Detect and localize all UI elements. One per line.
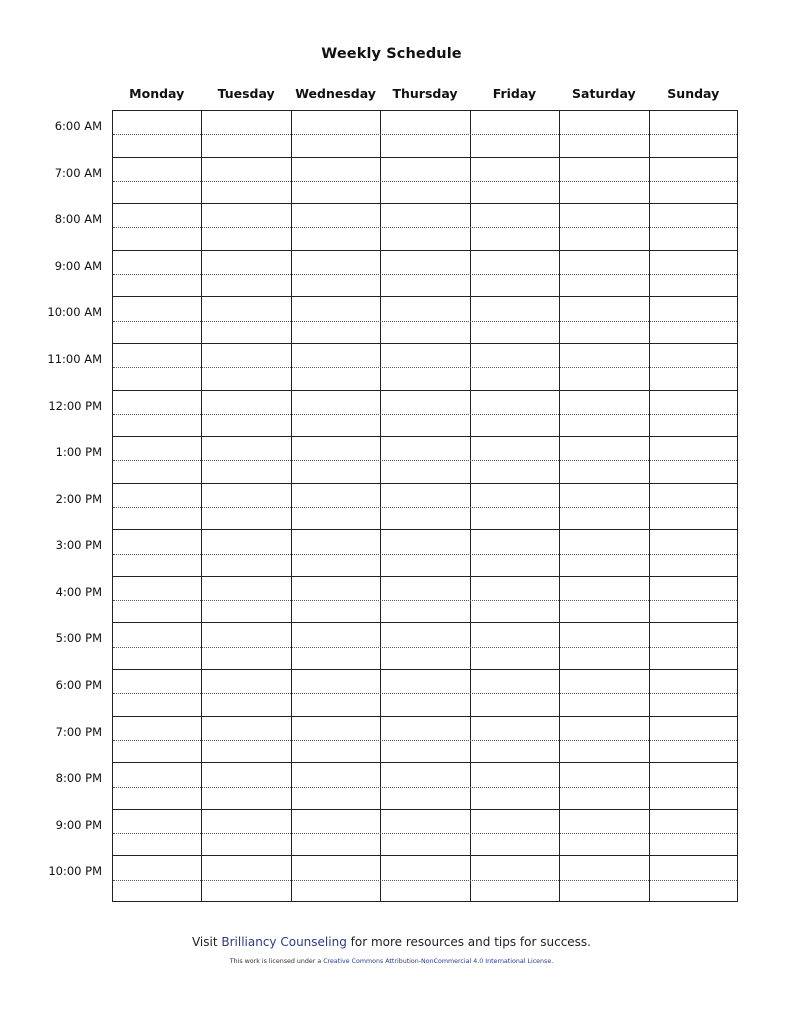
hour-divider	[113, 576, 737, 577]
day-header-friday: Friday	[492, 86, 537, 101]
half-hour-dotted-line	[113, 554, 737, 555]
hour-divider	[113, 343, 737, 344]
half-hour-dotted-line	[113, 507, 737, 508]
half-hour-dotted-line	[113, 367, 737, 368]
hour-divider	[113, 390, 737, 391]
half-hour-dotted-line	[113, 227, 737, 228]
time-label: 7:00 PM	[55, 724, 102, 739]
half-hour-dotted-line	[113, 740, 737, 741]
license-suffix: .	[551, 958, 554, 965]
creative-commons-license-link[interactable]: Creative Commons Attribution-NonCommercial 4.0 International License	[323, 958, 552, 965]
day-header-thursday: Thursday	[392, 86, 458, 101]
time-label: 6:00 AM	[54, 119, 102, 133]
time-label: 2:00 PM	[55, 491, 102, 506]
time-label: 10:00 PM	[48, 864, 102, 879]
schedule-title: Weekly Schedule	[321, 46, 462, 62]
hour-divider	[113, 296, 737, 297]
time-label: 1:00 PM	[55, 445, 102, 460]
hour-divider	[113, 622, 737, 623]
column-divider	[380, 111, 381, 901]
day-header-wednesday: Wednesday	[295, 86, 376, 101]
half-hour-dotted-line	[113, 414, 737, 415]
brilliancy-counseling-link[interactable]: Brilliancy Counseling	[221, 935, 347, 949]
time-label: 7:00 AM	[54, 165, 102, 180]
time-label: 9:00 AM	[54, 258, 102, 273]
column-divider	[470, 111, 471, 901]
column-divider	[559, 111, 560, 901]
hour-divider	[113, 855, 737, 856]
half-hour-dotted-line	[113, 600, 737, 601]
day-header-tuesday: Tuesday	[217, 86, 275, 101]
hour-divider	[113, 250, 737, 251]
half-hour-dotted-line	[113, 274, 737, 275]
time-label: 9:00 PM	[55, 817, 102, 832]
half-hour-dotted-line	[113, 647, 737, 648]
half-hour-dotted-line	[113, 880, 737, 881]
half-hour-dotted-line	[113, 181, 737, 182]
hour-divider	[113, 203, 737, 204]
hour-divider	[113, 669, 737, 670]
half-hour-dotted-line	[113, 693, 737, 694]
hour-divider	[113, 716, 737, 717]
hour-divider	[113, 157, 737, 158]
footer-prefix: Visit	[191, 935, 222, 949]
schedule-grid	[112, 110, 738, 902]
hour-divider	[113, 809, 737, 810]
half-hour-dotted-line	[113, 321, 737, 322]
hour-divider	[113, 529, 737, 530]
time-label: 11:00 AM	[47, 351, 102, 366]
hour-divider	[113, 483, 737, 484]
hour-divider	[113, 436, 737, 437]
column-divider	[649, 111, 650, 901]
half-hour-dotted-line	[113, 460, 737, 461]
time-label: 6:00 PM	[55, 678, 102, 693]
column-divider	[201, 111, 202, 901]
time-label: 3:00 PM	[55, 538, 102, 553]
time-label: 4:00 PM	[55, 584, 102, 599]
time-label: 8:00 AM	[54, 212, 102, 227]
hour-divider	[113, 762, 737, 763]
half-hour-dotted-line	[113, 833, 737, 834]
day-header-sunday: Sunday	[667, 86, 720, 101]
half-hour-dotted-line	[113, 134, 737, 135]
day-header-saturday: Saturday	[572, 86, 636, 101]
license-notice	[0, 958, 783, 965]
license-prefix: This work is licensed under a	[229, 958, 324, 965]
time-label: 8:00 PM	[55, 771, 102, 786]
footer-promo	[0, 935, 783, 949]
footer-suffix: for more resources and tips for success.	[346, 935, 591, 949]
half-hour-dotted-line	[113, 787, 737, 788]
day-header-monday: Monday	[129, 86, 185, 101]
time-label: 10:00 AM	[47, 305, 102, 320]
column-divider	[291, 111, 292, 901]
time-label: 12:00 PM	[48, 398, 102, 413]
time-label: 5:00 PM	[55, 631, 102, 646]
